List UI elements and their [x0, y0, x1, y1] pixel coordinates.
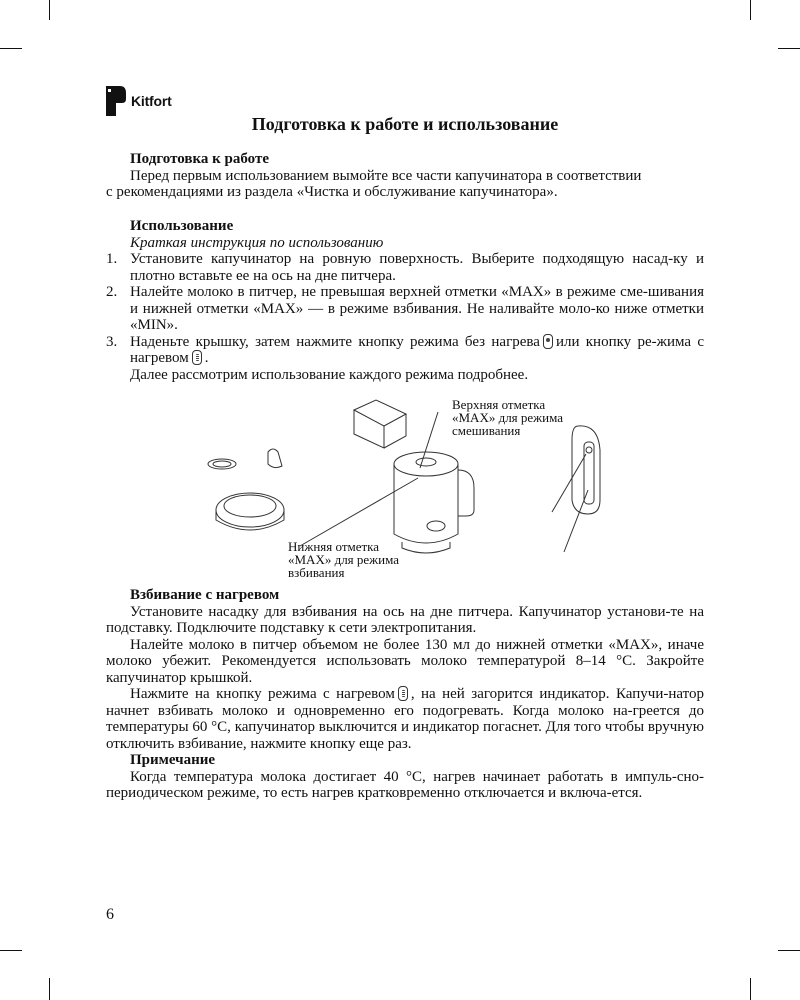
prep-line: с рекомендациями из раздела «Чистка и обслуживание капучинатора». [106, 184, 558, 200]
crop-mark [49, 978, 50, 1000]
step-text-part: . [204, 350, 209, 366]
whip-paragraph-part: Нажмите на кнопку режима с нагревом [130, 686, 395, 702]
usage-section [106, 218, 704, 383]
crop-mark [778, 950, 800, 951]
step-text: Установите капучинатор на ровную поверхность. Выберите подходящую насад-ку и плотно вставьте ее на ось на дне питчера. [130, 251, 704, 284]
whisk-disc-icon [208, 459, 236, 469]
lower-mark-label [288, 540, 399, 579]
lower-mark-pointer [300, 478, 418, 546]
crop-mark [750, 0, 751, 20]
lid-icon [354, 400, 406, 448]
brand-name: Kitfort [131, 93, 172, 109]
list-item [106, 284, 704, 334]
list-item [106, 334, 704, 367]
whip-paragraph: Налейте молоко в питчер объемом не более 130 мл до нижней отметки «MAX», иначе молоко убежит. Рекомендуется использовать молоко температурой 8–14 °С. Закройте капучинатор крышкой. [106, 636, 704, 686]
logo-mark-icon [104, 84, 128, 118]
whip-paragraph [106, 686, 704, 752]
upper-mark-label-line: Верхняя отметка [452, 397, 546, 412]
mode-heat-icon [398, 686, 408, 701]
crop-mark [778, 48, 800, 49]
crop-mark [49, 0, 50, 20]
step-number: 2. [106, 284, 118, 300]
lower-mark-label-line: Нижняя отметка [288, 539, 380, 554]
crop-mark [0, 48, 22, 49]
panel-pointer [552, 454, 586, 512]
step-number: 3. [106, 333, 118, 350]
step-text-part: Наденьте крышку, затем нажмите кнопку режима без нагрева [130, 333, 540, 350]
mode-no-heat-icon [543, 334, 553, 349]
prep-heading: Подготовка к работе [130, 151, 269, 167]
pitcher-icon [394, 452, 474, 553]
list-item [106, 251, 704, 284]
spring-clip-icon [268, 449, 282, 468]
mode-heat-icon [192, 350, 202, 365]
upper-mark-label [452, 398, 563, 437]
prep-section [106, 151, 704, 201]
usage-heading: Использование [130, 218, 234, 234]
note-text: Когда температура молока достигает 40 °С, нагрев начинает работать в импуль-сно-периодическом режиме, то есть нагрев кратковременно отключается и включа-ется. [106, 768, 704, 801]
usage-continuation: Далее рассмотрим использование каждого режима подробнее. [130, 366, 529, 383]
panel-pointer [564, 490, 588, 552]
page-title: Подготовка к работе и использование [251, 114, 559, 134]
upper-mark-label-line: «MAX» для режима [452, 410, 564, 425]
crop-mark [750, 978, 751, 1000]
whip-paragraph-part: , на ней загорится индикатор. Капучи-натор начнет взбивать молоко и одновременно его подогревать. Когда молоко на-греется до температуры 60 °С, капучинатор выключится и индикатор погаснет. Для того чтобы вручную отключить взбивание, нажмите кнопку еще раз. [106, 686, 704, 752]
whip-paragraph: Установите насадку для взбивания на ось на дне питчера. Капучинатор установи-те на подставку. Подключите подставку к сети электропитания. [106, 603, 704, 636]
whip-section [106, 587, 704, 802]
step-number: 1. [106, 251, 118, 267]
upper-mark-pointer [420, 412, 438, 468]
usage-steps [106, 251, 704, 367]
brand-logo [104, 84, 172, 118]
product-illustration [190, 392, 630, 588]
step-text: Налейте молоко в питчер, не превышая верхней отметки «MAX» в режиме сме-шивания и нижней отметки «MAX» — в режиме взбивания. Не наливайте моло-ко ниже отметки «MIN». [130, 284, 704, 333]
illustration-drawing [190, 392, 630, 588]
prep-line: Перед первым использованием вымойте все части капучинатора в соответствии [130, 167, 642, 184]
upper-mark-label-line: смешивания [452, 423, 521, 438]
lower-mark-label-line: «MAX» для режима [288, 552, 400, 567]
page-number: 6 [106, 906, 114, 923]
note-heading: Примечание [130, 752, 216, 768]
mixing-disc-icon [216, 493, 284, 530]
step-text-part: или кнопку ре-жима с нагревом [130, 333, 704, 366]
crop-mark [0, 950, 22, 951]
lower-mark-label-line: взбивания [288, 565, 345, 580]
usage-subheading: Краткая инструкция по использованию [130, 234, 384, 251]
whip-heading: Взбивание с нагревом [130, 587, 280, 603]
step-text [130, 334, 704, 367]
